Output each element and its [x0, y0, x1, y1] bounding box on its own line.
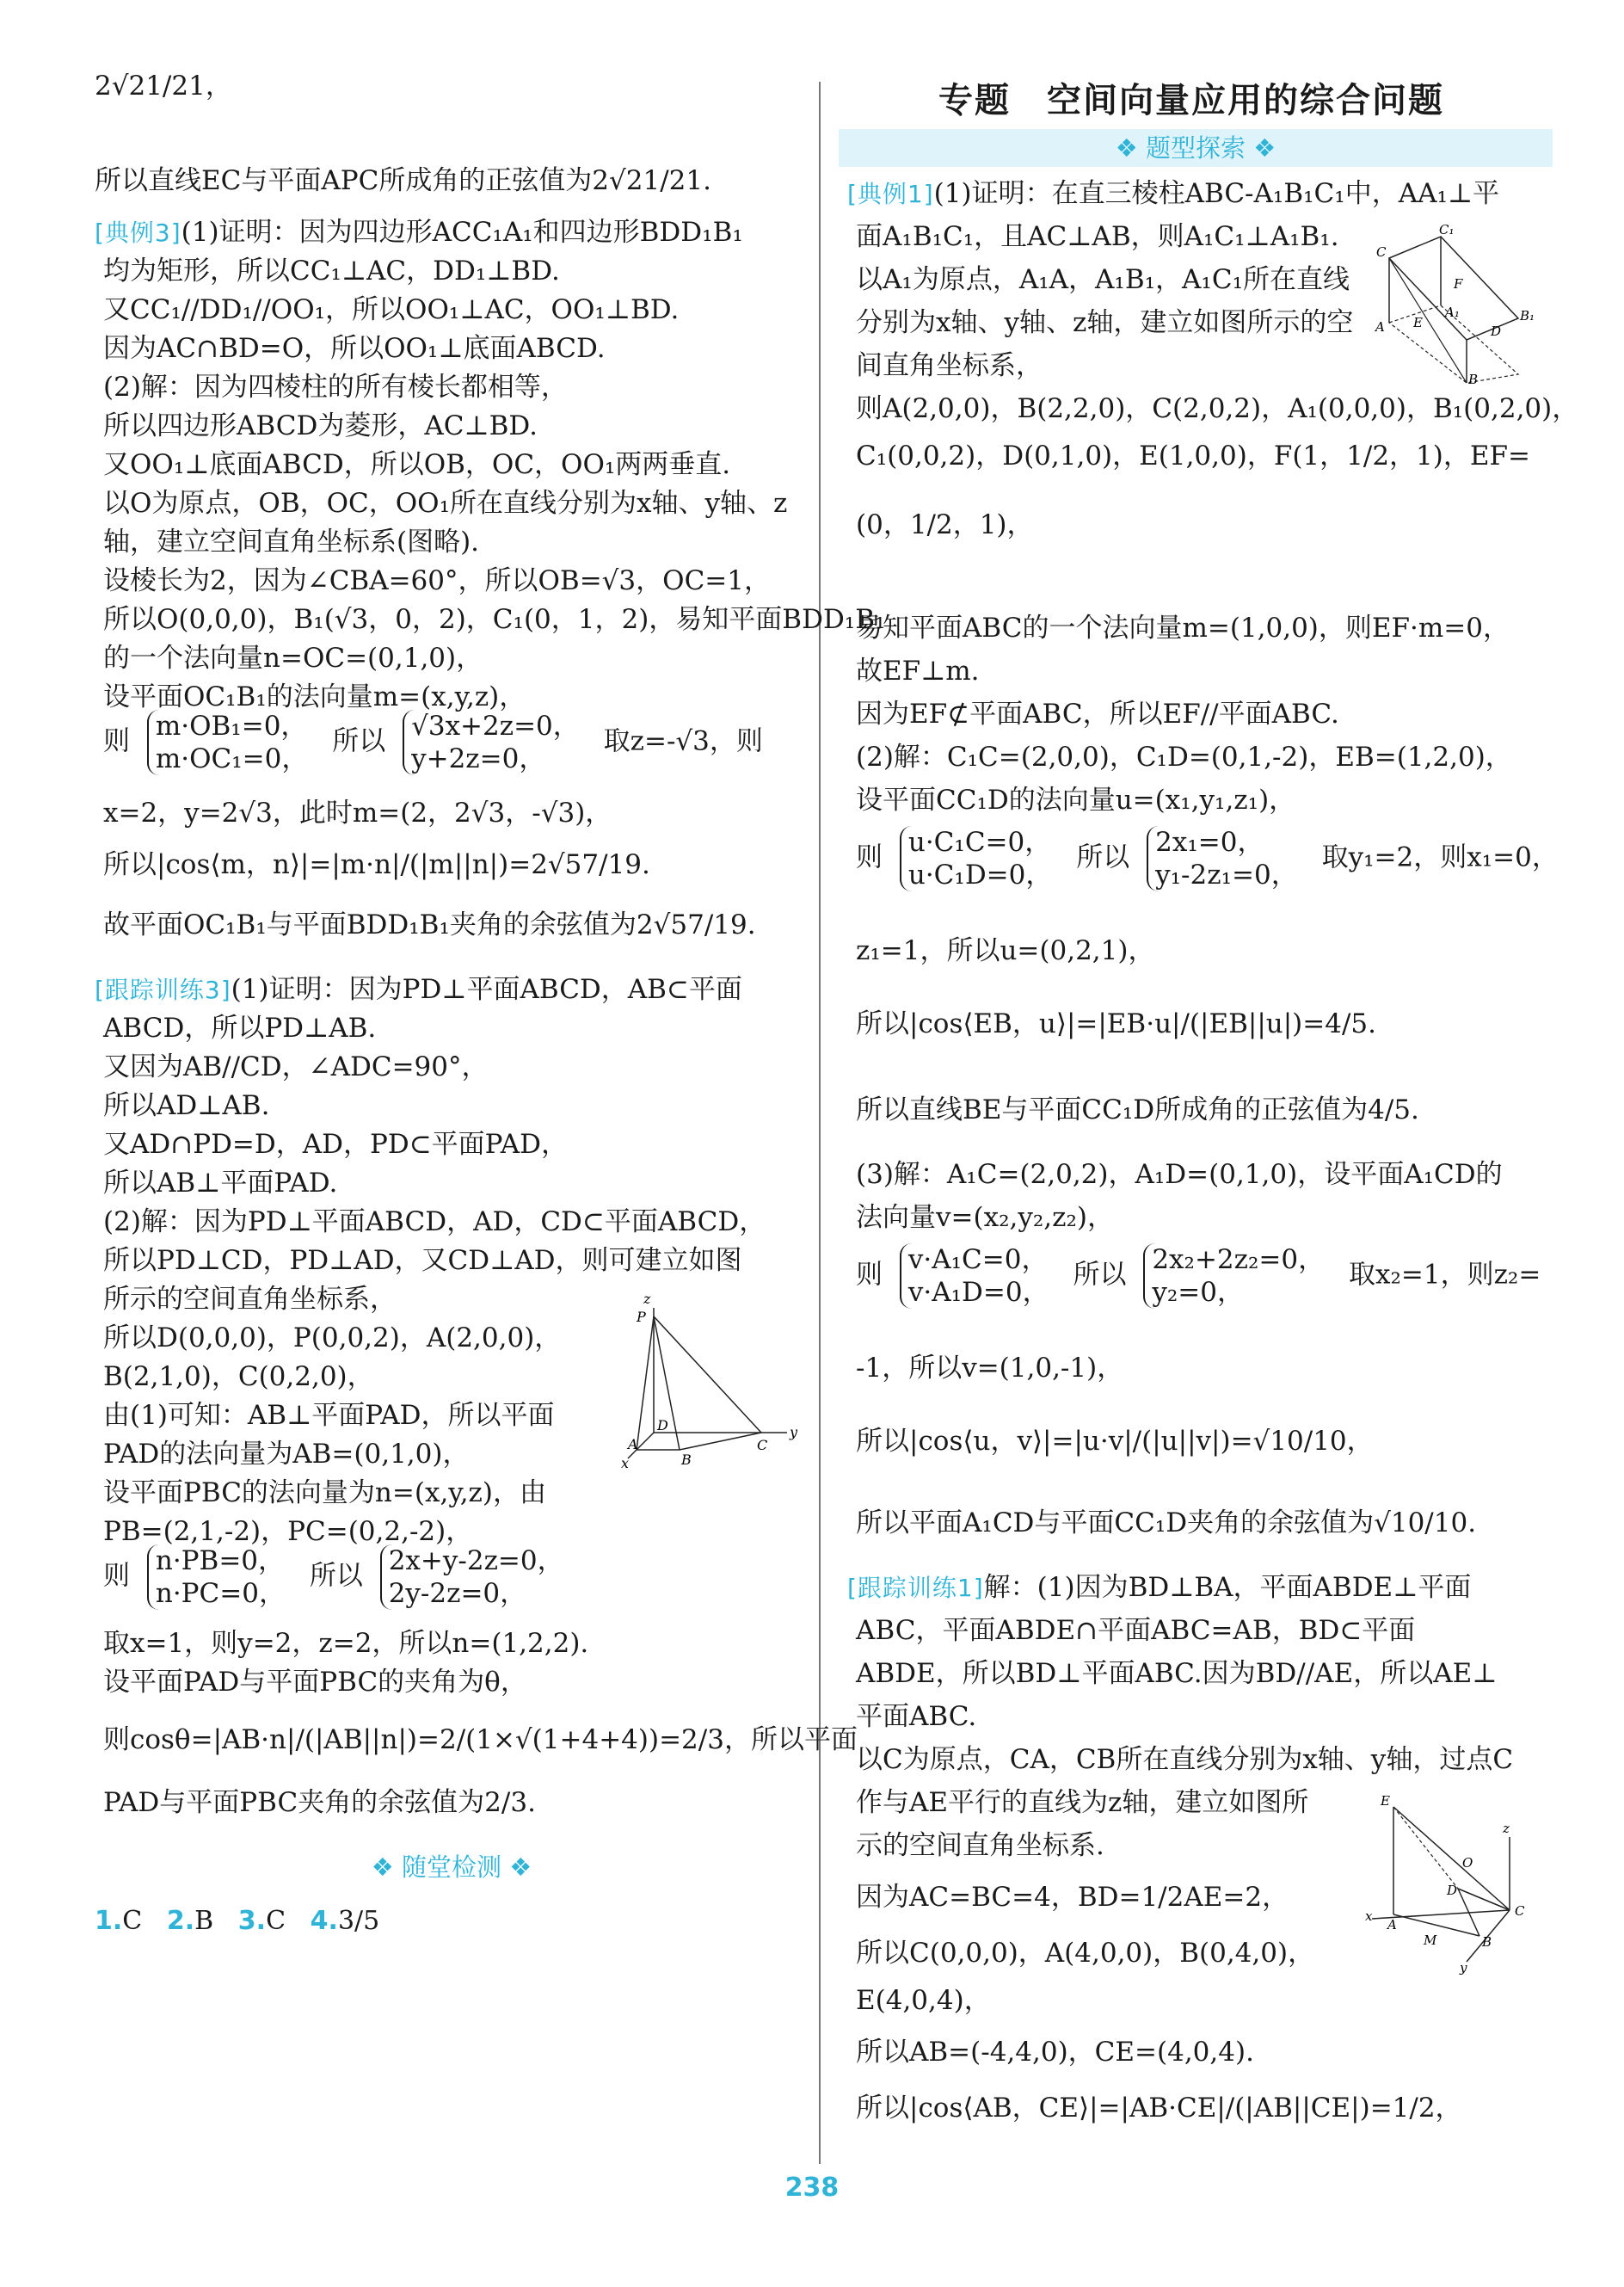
text-line [856, 1613, 1415, 1648]
text-line [856, 611, 1510, 645]
system-1-mid: 所以 [332, 725, 386, 757]
text-line [856, 348, 1043, 383]
text-line [103, 1321, 561, 1355]
line-text: 由(1)可知：AB⊥平面PAD，所以平面 [103, 1400, 555, 1431]
text-line [103, 331, 606, 366]
system-u-prefix: 则 [856, 841, 883, 873]
text-line [856, 1983, 991, 2018]
line-text: 解：(1)因为BD⊥BA，平面ABDE⊥平面 [983, 1572, 1472, 1603]
label: D [657, 1417, 668, 1433]
system-u-eq: u·C₁D=0， [907, 860, 1053, 891]
text-line [856, 1351, 1123, 1385]
text-line [103, 1011, 376, 1045]
line-text: 所以平面A₁CD与平面CC₁D夹角的余弦值为√10/10. [856, 1507, 1477, 1538]
label: P [637, 1309, 646, 1325]
system-u-eq: u·C₁C=0， [907, 827, 1052, 858]
text-line [856, 262, 1350, 297]
system-v-results [1143, 1243, 1332, 1309]
text-line [103, 447, 730, 482]
edge-pc [654, 1316, 761, 1433]
label: A [1375, 319, 1385, 335]
answer-value: 3/5 [337, 1906, 380, 1936]
line-text: C₁(0,0,2)，D(0,1,0)，E(1,0,0)，F(1，1/2，1)，EF= [856, 441, 1530, 472]
line-text: (1)证明：在直三棱柱ABC-A₁B₁C₁中，AA₁⊥平 [933, 178, 1500, 209]
line-text: 则A(2,0,0)，B(2,2,0)，C(2,0,2)，A₁(0,0,0)，B₁(0,2,0)， [856, 393, 1579, 424]
text-line [103, 1665, 527, 1699]
quiz-answers [95, 1906, 379, 1936]
label: A [1387, 1917, 1397, 1933]
line-text: (1)证明：因为四边形ACC₁A₁和四边形BDD₁B₁ [181, 217, 743, 248]
line-text: 所以四边形ABCD为菱形，AC⊥BD. [103, 410, 538, 441]
line-text: 又OO₁⊥底面ABCD，所以OB，OC，OO₁两两垂直. [103, 449, 731, 480]
line-text: x=2，y=2√3，此时m=(2，2√3，-√3)， [103, 798, 612, 829]
text-line [103, 1514, 472, 1549]
example-tag: [典例1] [847, 180, 934, 208]
system-1-result-eq: y+2z=0， [411, 743, 546, 774]
line-text: 所示的空间直角坐标系， [103, 1284, 397, 1315]
label: C₁ [1439, 224, 1455, 237]
page-number: 238 [784, 2173, 840, 2203]
cos-uv: 所以|cos⟨u，v⟩|=|u·v|/(|u||v|)=√10/10， [856, 1426, 1374, 1457]
line-text: 又CC₁//DD₁//OO₁，所以OO₁⊥AC，OO₁⊥BD. [103, 294, 680, 325]
text-line [847, 1570, 1471, 1606]
line-text: 法向量v=(x₂,y₂,z₂)， [856, 1202, 1114, 1233]
line-text: 示的空间直角坐标系. [856, 1830, 1104, 1861]
line-text: 所以D(0,0,0)，P(0,0,2)，A(2,0,0)， [103, 1322, 562, 1353]
line-text: 所以直线BE与平面CC₁D所成角的正弦值为4/5. [856, 1094, 1419, 1125]
line-text: 故平面OC₁B₁与平面BDD₁B₁夹角的余弦值为2√57/19. [103, 909, 756, 940]
answer-number: 3. [237, 1906, 267, 1936]
line-text: 分别为x轴、y轴、z轴，建立如图所示的空 [856, 307, 1354, 338]
line-text: 易知平面ABC的一个法向量m=(1,0,0)，则EF·m=0， [856, 613, 1510, 644]
line-text: 取x=1，则y=2，z=2，所以n=(1,2,2). [103, 1628, 589, 1659]
answer-number: 1. [95, 1906, 123, 1936]
text-line [856, 1157, 1503, 1192]
line-text: B(2,1,0)，C(0,2,0)， [103, 1361, 374, 1392]
line-text: -1，所以v=(1,0,-1)， [856, 1353, 1124, 1384]
label: z [1503, 1821, 1510, 1836]
line-text: 设棱长为2，因为∠CBA=60°，所以OB=√3，OC=1， [103, 565, 771, 596]
label: C [757, 1437, 768, 1453]
label: x [1365, 1908, 1373, 1924]
answer-number: 4. [310, 1906, 338, 1936]
line-text: PB=(2,1,-2)，PC=(0,2,-2)， [103, 1516, 473, 1547]
line-text: 又AD∩PD=D，AD，PD⊂平面PAD， [103, 1129, 568, 1160]
system-2-result-eq: 2x+y-2z=0， [388, 1545, 564, 1576]
system-v-eq: v·A₁C=0， [907, 1244, 1049, 1275]
text-line [103, 525, 479, 559]
system-1-results [403, 710, 587, 775]
edge-pa [637, 1316, 654, 1450]
system-2-eq: n·PB=0， [155, 1545, 286, 1576]
system-v-prefix: 则 [856, 1259, 883, 1291]
edge-bc [680, 1433, 761, 1450]
text-line [856, 305, 1353, 340]
answer-number: 2. [166, 1906, 195, 1936]
label: y [790, 1424, 798, 1440]
text-line [856, 1656, 1497, 1691]
label: C [1376, 244, 1387, 260]
text-line [856, 1699, 976, 1734]
label: D [1491, 324, 1502, 339]
example-tag: [跟踪训练1] [847, 1574, 984, 1602]
text-line [103, 796, 612, 830]
line-text: 设平面PBC的法向量为n=(x,y,z)，由 [103, 1477, 546, 1508]
system-u-suffix: 取y₁=2，则x₁=0， [1321, 841, 1559, 873]
text-line [856, 439, 1530, 473]
line-text: (1)证明：因为PD⊥平面ABCD，AB⊂平面 [231, 974, 742, 1005]
line-text: (0，1/2，1)， [856, 509, 1034, 540]
line-text: 因为EF⊄平面ABC，所以EF//平面ABC. [856, 699, 1339, 730]
system-u [856, 826, 1559, 891]
line-text: 的一个法向量n=OC=(0,1,0)， [103, 643, 483, 674]
line-text: 又因为AB//CD，∠ADC=90°， [103, 1051, 489, 1082]
top-fraction: 2√21/21， [95, 71, 232, 102]
line-text: 设平面PAD与平面PBC的夹角为θ， [103, 1667, 527, 1698]
prism-figure [1372, 224, 1535, 387]
example-tag: [典例3] [95, 219, 181, 247]
text-line [95, 215, 743, 250]
page-title: 专题 空间向量应用的综合问题 [938, 81, 1444, 120]
text-line [856, 783, 1295, 817]
system-2-results [380, 1544, 571, 1610]
line-text: 平面ABC. [856, 1701, 977, 1732]
system-u-result-eq: y₁-2z₁=0， [1155, 860, 1298, 891]
text-line [103, 908, 756, 942]
text-line [856, 697, 1339, 731]
system-u-mid: 所以 [1076, 841, 1130, 873]
label: O [1462, 1855, 1473, 1871]
text-line [103, 1785, 536, 1820]
text-line [103, 1626, 588, 1661]
line-text: 所以C(0,0,0)，A(4,0,0)，B(0,4,0)， [856, 1938, 1315, 1969]
text-line [847, 176, 1499, 212]
line-text: 以C为原点，CA，CB所在直线分别为x轴、y轴，过点C [856, 1744, 1514, 1775]
label: M [1424, 1933, 1437, 1948]
system-v-conditions [900, 1243, 1056, 1309]
cos-mn: 所以|cos⟨m，n⟩|=|m·n|/(|m||n|)=2√57/19. [103, 849, 650, 880]
line-text: ABCD，所以PD⊥AB. [103, 1013, 377, 1044]
line-text: 所以PD⊥CD，PD⊥AD，又CD⊥AD，则可建立如图 [103, 1245, 742, 1276]
text-line [103, 1437, 469, 1471]
system-2 [103, 1544, 580, 1610]
tetra-figure [1363, 1790, 1535, 1975]
line-text: ABC，平面ABDE∩平面ABC=AB，BD⊂平面 [856, 1615, 1416, 1646]
label: z [643, 1291, 651, 1307]
label: F [1454, 276, 1463, 292]
system-1-result-eq: √3x+2z=0， [411, 711, 580, 742]
line-text: 所以直线EC与平面APC所成角的正弦值为2√21/21. [95, 165, 711, 196]
system-v-mid: 所以 [1073, 1259, 1127, 1291]
text-line [103, 1088, 269, 1123]
line-text: 轴，建立空间直角坐标系(图略). [103, 527, 480, 558]
text-line [856, 1880, 1289, 1914]
text-line [103, 1050, 489, 1084]
label: B [681, 1452, 692, 1468]
text-line [856, 1742, 1513, 1777]
text-line [103, 293, 679, 327]
text-line [856, 1200, 1114, 1235]
line-text: 所以AB=(-4,4,0)，CE=(4,0,4). [856, 2037, 1254, 2068]
pyramid-figure [619, 1291, 809, 1471]
cos-theta: 则cosθ=|AB·n|/(|AB||n|)=2/(1×√(1+4+4))=2/3，所以平面 [103, 1724, 858, 1755]
system-1-prefix: 则 [103, 725, 130, 757]
line-text: (3)解：A₁C=(2,0,2)，A₁D=(0,1,0)，设平面A₁CD的 [856, 1159, 1503, 1190]
text-line [856, 2035, 1254, 2069]
system-v-eq: v·A₁D=0， [907, 1277, 1049, 1308]
line-text: z₁=1，所以u=(0,2,1)， [856, 935, 1155, 966]
system-2-eq: n·PC=0， [155, 1578, 286, 1609]
system-1-suffix: 取z=-√3，则 [603, 725, 763, 757]
text-line [856, 391, 1578, 426]
line-text: 间直角坐标系， [856, 350, 1043, 381]
text-line [856, 219, 1339, 254]
text-line [856, 1093, 1419, 1127]
label: B [1482, 1934, 1492, 1950]
text-line [856, 740, 1512, 774]
system-u-results [1147, 826, 1305, 891]
text-line [95, 163, 711, 198]
text-line [856, 508, 1034, 542]
line-text: 设平面CC₁D的法向量u=(x₁,y₁,z₁)， [856, 785, 1296, 816]
quiz-heading: ❖ 随堂检测 ❖ [371, 1852, 532, 1882]
label: x [621, 1455, 630, 1471]
system-1-eq: m·OB₁=0， [155, 711, 308, 742]
label: C [1515, 1903, 1525, 1919]
answer-value: C [266, 1906, 286, 1936]
text-line [103, 1243, 742, 1278]
text-line [103, 1282, 397, 1316]
line-text: 因为AC∩BD=O，所以OO₁⊥底面ABCD. [103, 333, 606, 364]
text-line [856, 654, 980, 688]
text-line [103, 1398, 555, 1433]
answer-value: B [194, 1906, 214, 1936]
label: A [628, 1436, 638, 1452]
label: B [1468, 372, 1479, 387]
system-u-conditions [900, 826, 1060, 891]
line-text: 故EF⊥m. [856, 656, 980, 687]
system-2-result-eq: 2y-2z=0， [388, 1578, 527, 1609]
text-line [103, 564, 771, 598]
label: A₁ [1445, 305, 1460, 320]
text-line [103, 254, 560, 288]
system-2-prefix: 则 [103, 1560, 130, 1592]
cos-eb-u: 所以|cos⟨EB，u⟩|=|EB·u|/(|EB||u|)=4/5. [856, 1008, 1376, 1039]
text-line [103, 370, 568, 404]
answer-value: C [122, 1906, 143, 1936]
system-2-conditions [147, 1544, 292, 1610]
text-line [103, 486, 787, 521]
text-line [856, 1828, 1104, 1863]
text-line [103, 1205, 766, 1239]
text-line [103, 1166, 337, 1200]
column-divider [819, 82, 821, 2164]
line-text: 所以O(0,0,0)，B₁(√3，0，2)，C₁(0，1，2)，易知平面BDD₁B₁ [103, 604, 886, 635]
label: E [1413, 315, 1423, 330]
example-tag: [跟踪训练3] [95, 976, 231, 1004]
system-v-suffix: 取x₂=1，则z₂= [1348, 1259, 1541, 1291]
line-text: 设平面OC₁B₁的法向量m=(x,y,z)， [103, 681, 526, 712]
line-text: 以A₁为原点，A₁A，A₁B₁，A₁C₁所在直线 [856, 264, 1350, 295]
line-text: 均为矩形，所以CC₁⊥AC，DD₁⊥BD. [103, 256, 560, 287]
text-line [95, 972, 742, 1008]
text-line [856, 1785, 1308, 1820]
label: D [1447, 1883, 1458, 1898]
line-text: E(4,0,4)， [856, 1985, 991, 2016]
text-line [856, 1506, 1476, 1540]
line-text: 所以AB⊥平面PAD. [103, 1168, 338, 1199]
text-line [103, 680, 526, 714]
system-2-mid: 所以 [309, 1560, 363, 1592]
label: E [1381, 1793, 1390, 1809]
cos-ab-ce: 所以|cos⟨AB，CE⟩|=|AB·CE|/(|AB||CE|)=1/2， [856, 2093, 1462, 2124]
system-u-result-eq: 2x₁=0， [1155, 827, 1264, 858]
section-band: ❖ 题型探索 ❖ [839, 129, 1553, 167]
system-v-result-eq: y₂=0， [1152, 1277, 1244, 1308]
line-text: 面A₁B₁C₁，且AC⊥AB，则A₁C₁⊥A₁B₁. [856, 221, 1339, 252]
line-text: (2)解：因为四棱柱的所有棱长都相等， [103, 372, 568, 403]
text-line [856, 934, 1154, 968]
label: y [1460, 1960, 1467, 1975]
text-line [103, 409, 538, 443]
text-line [103, 1127, 568, 1162]
label: B₁ [1520, 308, 1535, 324]
text-line [856, 1936, 1314, 1970]
line-text: 因为AC=BC=4，BD=1/2AE=2， [856, 1882, 1289, 1913]
system-1-conditions [147, 710, 316, 775]
system-1-eq: m·OC₁=0， [155, 743, 309, 774]
line-text: (2)解：因为PD⊥平面ABCD，AD，CD⊂平面ABCD， [103, 1206, 766, 1237]
line-text: 以O为原点，OB，OC，OO₁所在直线分别为x轴、y轴、z [103, 488, 788, 519]
line-text: 所以AD⊥AB. [103, 1090, 270, 1121]
text-line [103, 641, 483, 675]
line-text: PAD与平面PBC夹角的余弦值为2/3. [103, 1787, 536, 1818]
system-v-result-eq: 2x₂+2z₂=0， [1152, 1244, 1326, 1275]
edge-ed [1393, 1807, 1458, 1889]
text-line [103, 1476, 546, 1510]
line-text: 作与AE平行的直线为z轴，建立如图所 [856, 1787, 1309, 1818]
line-text: PAD的法向量为AB=(0,1,0)， [103, 1439, 470, 1470]
system-v [856, 1243, 1541, 1309]
line-text: (2)解：C₁C=(2,0,0)，C₁D=(0,1,-2)，EB=(1,2,0)， [856, 742, 1512, 773]
line-text: ABDE，所以BD⊥平面ABC.因为BD//AE，所以AE⊥ [856, 1658, 1498, 1689]
text-line [103, 602, 885, 637]
text-line [103, 1359, 374, 1394]
system-1 [103, 710, 763, 775]
